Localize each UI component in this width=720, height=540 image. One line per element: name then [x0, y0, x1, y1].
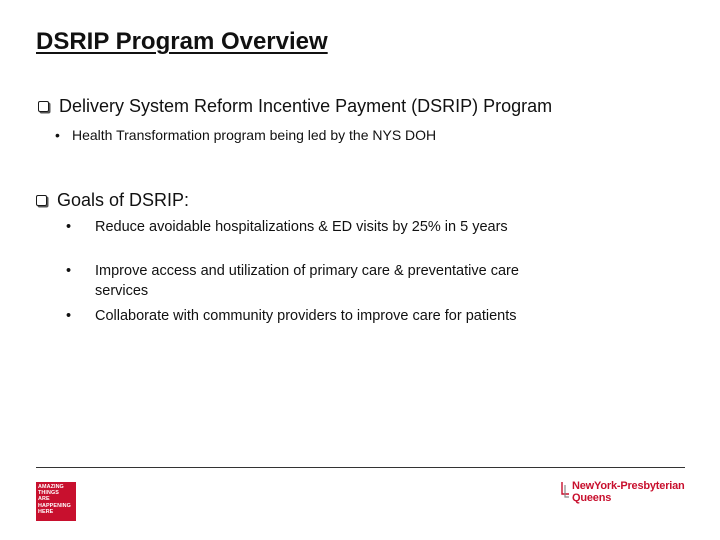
slide-title: DSRIP Program Overview	[36, 28, 328, 55]
goal-text: Reduce avoidable hospitalizations & ED visits by 25% in 5 years	[95, 219, 508, 235]
goal-text: Improve access and utilization of primary care & preventative care services	[95, 263, 519, 299]
nyp-queens-logo	[560, 480, 688, 508]
goal-text: Collaborate with community providers to improve care for patients	[95, 308, 517, 324]
nyp-mark-icon	[560, 480, 570, 500]
bullet-dot: •	[66, 219, 72, 235]
nyp-name: NewYork-Presbyterian	[572, 480, 685, 492]
section-1-subpoint	[55, 127, 436, 143]
section-1-heading-line	[38, 96, 552, 117]
bullet-dot: •	[55, 127, 60, 143]
footer-divider	[36, 467, 685, 468]
checkbox-bullet-icon	[38, 101, 49, 112]
section-2-heading-line	[36, 190, 189, 211]
bullet-dot: •	[66, 308, 72, 324]
logo-line: HERE	[38, 508, 54, 515]
checkbox-bullet-icon	[36, 195, 47, 206]
amazing-things-logo	[36, 482, 76, 521]
bullet-dot: •	[66, 263, 72, 279]
section-2-heading: Goals of DSRIP:	[57, 190, 190, 210]
logo-line: AMAZING	[38, 484, 64, 490]
section-1-heading: Delivery System Reform Incentive Payment (DSRIP) Program	[59, 96, 553, 116]
nyp-campus: Queens	[572, 492, 612, 504]
logo-line: ARE	[38, 496, 50, 503]
logo-line: HAPPENING	[38, 502, 71, 509]
logo-line: THINGS	[38, 490, 59, 497]
section-1-subpoint-text: Health Transformation program being led by the NYS DOH	[72, 127, 437, 143]
